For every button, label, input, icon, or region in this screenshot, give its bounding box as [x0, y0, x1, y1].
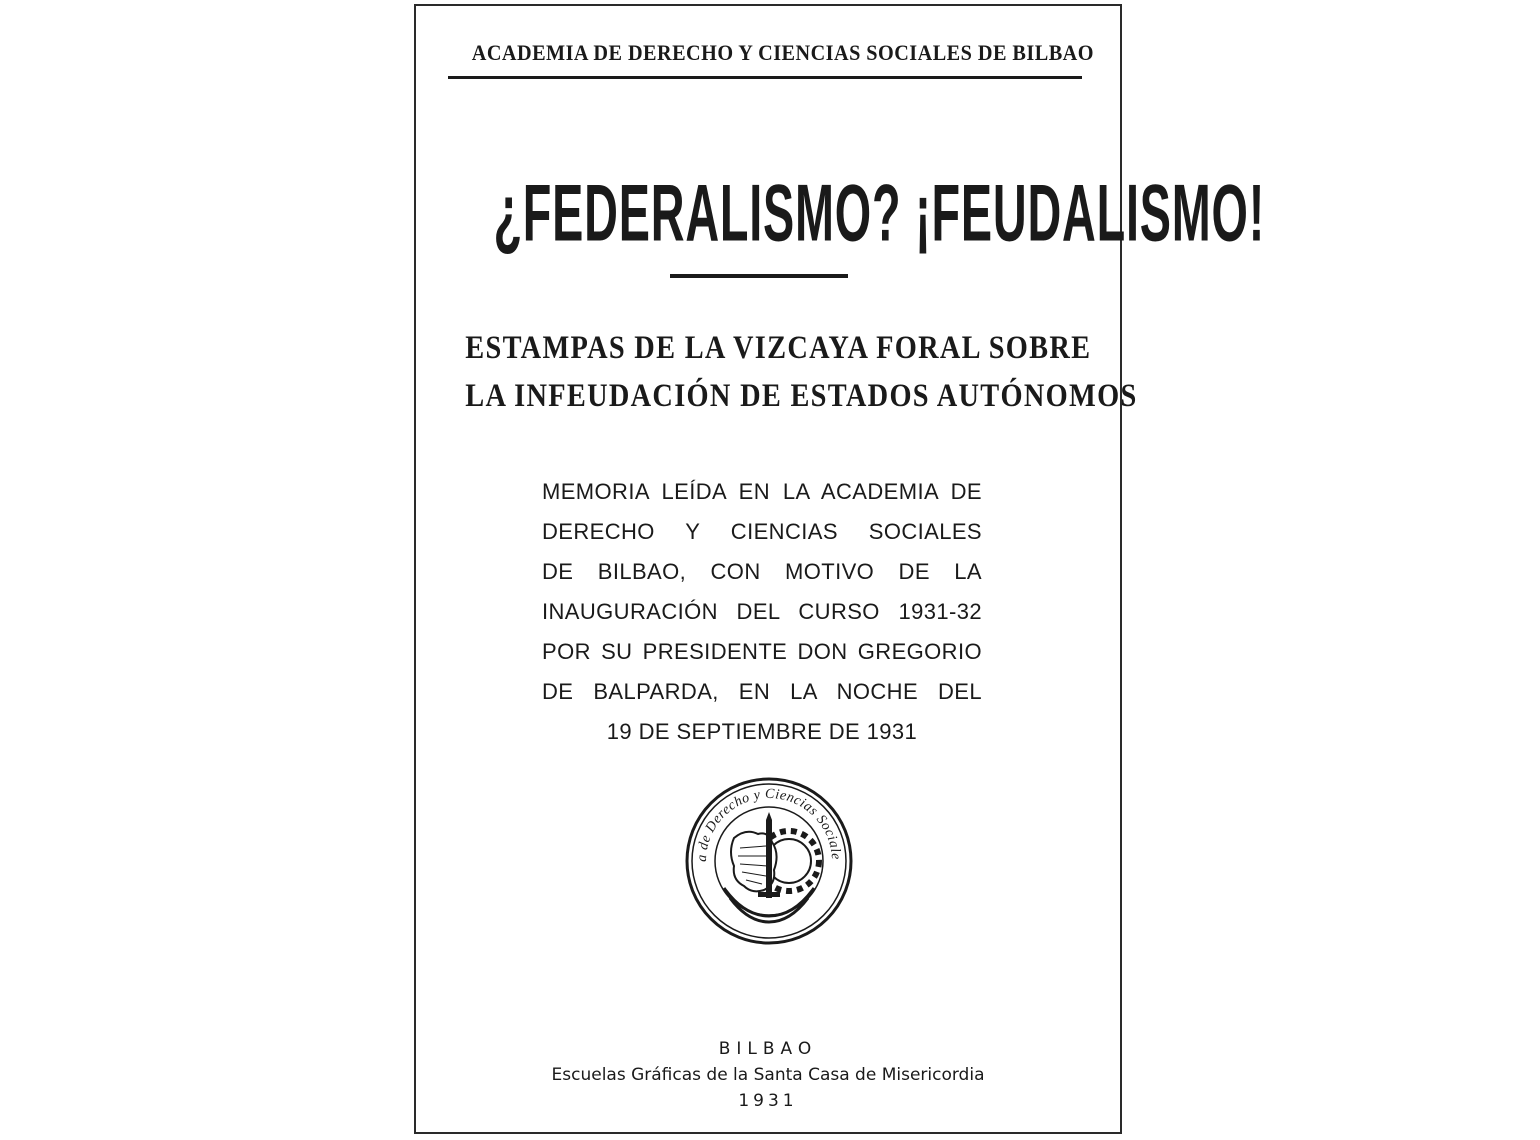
memoria-line: DE BILBAO, CON MOTIVO DE LA: [542, 559, 982, 584]
memoria-line: MEMORIA LEÍDA EN LA ACADEMIA DE: [542, 479, 982, 504]
title-divider: [670, 274, 848, 278]
imprint-printer: Escuelas Gráficas de la Santa Casa de Misericordia: [551, 1065, 985, 1085]
imprint: [416, 1036, 1120, 1114]
academy-header: ACADEMIA DE DERECHO Y CIENCIAS SOCIALES DE BILBAO: [471, 40, 1094, 65]
memoria-line: INAUGURACIÓN DEL CURSO 1931-32: [542, 599, 982, 624]
memoria-line: POR SU PRESIDENTE DON GREGORIO: [542, 639, 982, 664]
subtitle-line: ESTAMPAS DE LA VIZCAYA FORAL SOBRE: [465, 330, 1092, 366]
academy-seal-icon: [684, 776, 854, 946]
header-divider: [448, 76, 1082, 79]
memoria-line: 19 DE SEPTIEMBRE DE 1931: [606, 719, 918, 744]
memoria-line: DERECHO Y CIENCIAS SOCIALES: [542, 519, 982, 544]
memoria-line: DE BALPARDA, EN LA NOCHE DEL: [542, 679, 982, 704]
memoria-description: [542, 472, 982, 752]
main-title: ¿FEDERALISMO? ¡FEUDALISMO!: [493, 167, 1266, 258]
imprint-city: BILBAO: [718, 1039, 818, 1059]
subtitle: [465, 324, 1138, 420]
seal-graphic: [684, 776, 854, 946]
title-page: [414, 4, 1266, 1134]
subtitle-line: LA INFEUDACIÓN DE ESTADOS AUTÓNOMOS: [465, 378, 1138, 414]
seal-inscription: a de Derecho y Ciencias Sociale: [694, 786, 844, 863]
imprint-year: 1931: [738, 1091, 798, 1111]
